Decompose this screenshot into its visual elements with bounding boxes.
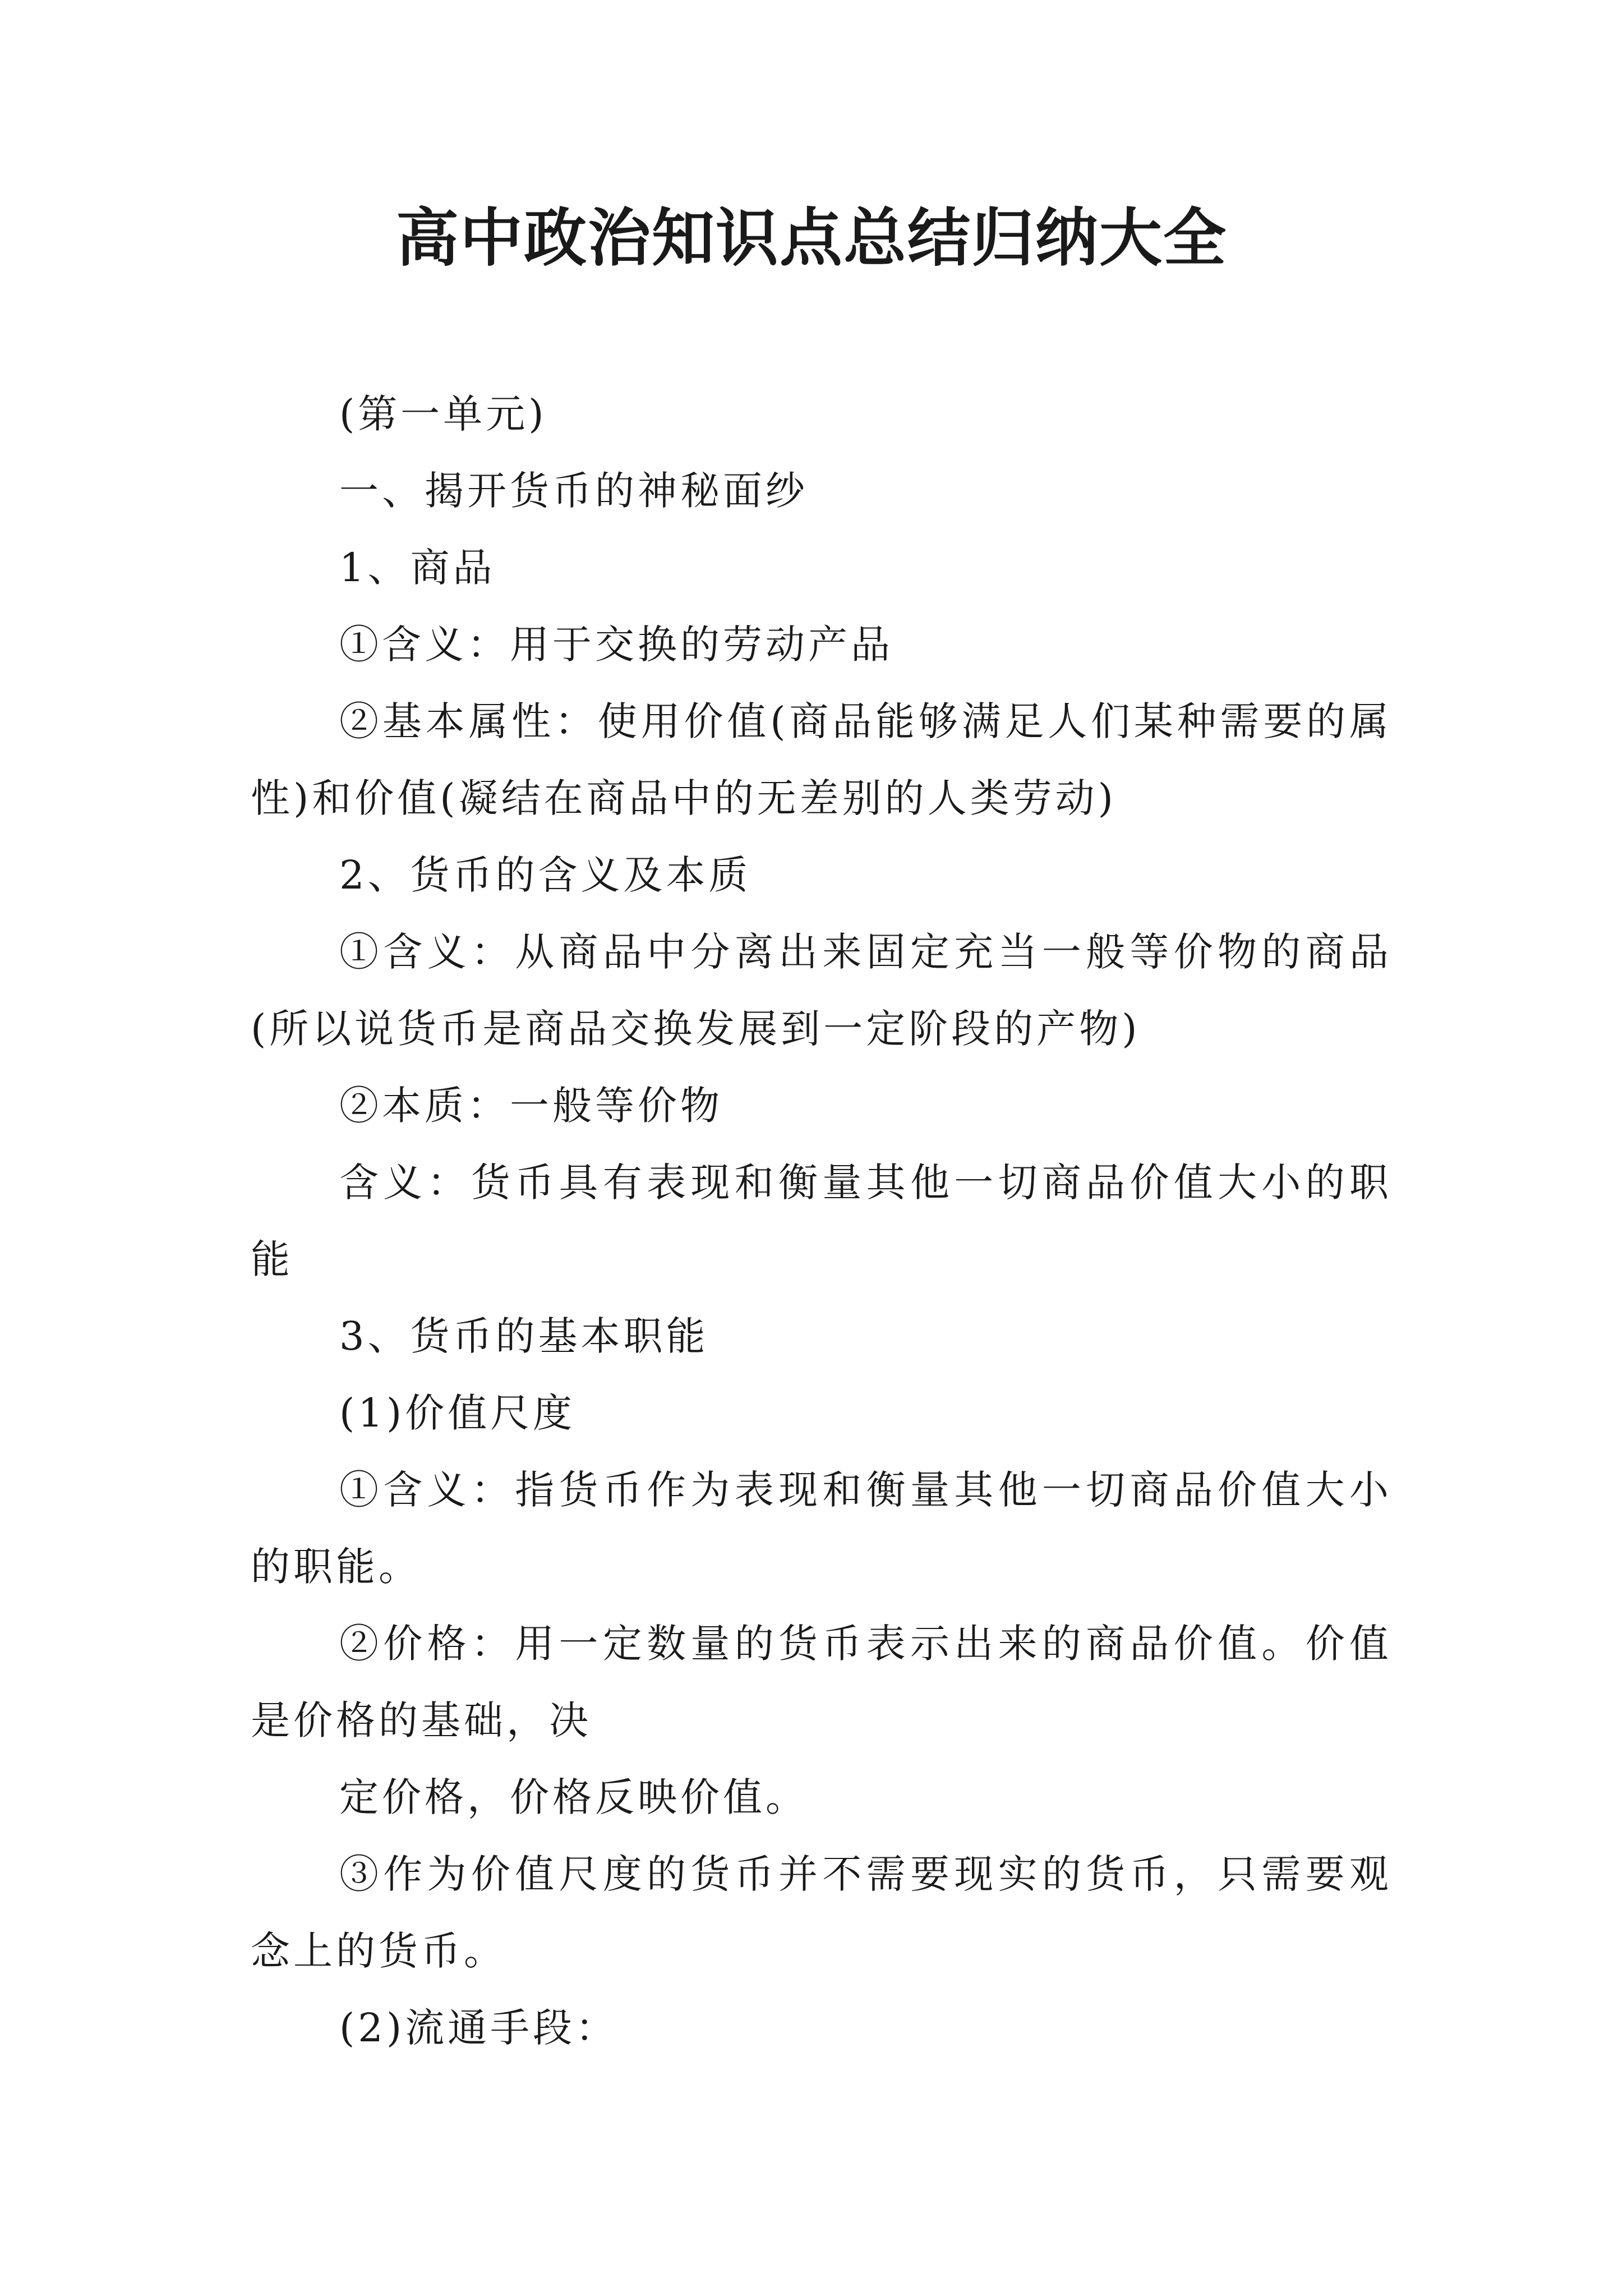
- paragraph-circulation-means: (2)流通手段：: [339, 2005, 619, 2051]
- paragraph-essence-definition: 含义：货币具有表现和衡量其他一切商品价值大小的职能: [251, 1159, 1392, 1282]
- paragraph-ideal-currency: ③作为价值尺度的货币并不需要现实的货币，只需要观念上的货币。: [251, 1851, 1392, 1974]
- document-body: [251, 376, 1392, 2067]
- paragraph-item-currency: 2、货币的含义及本质: [339, 852, 751, 898]
- paragraph-value-measure: (1)价值尺度: [339, 1390, 576, 1436]
- paragraph-unit-heading: (第一单元): [339, 391, 547, 437]
- paragraph-currency-essence: ②本质：一般等价物: [339, 1083, 723, 1129]
- paragraph-section-heading: 一、揭开货币的神秘面纱: [339, 468, 808, 514]
- paragraph-price: ②价格：用一定数量的货币表示出来的商品价值。价值是价格的基础，决: [251, 1621, 1392, 1743]
- document-title: 高中政治知识点总结归纳大全: [396, 201, 1227, 275]
- paragraph-commodity-definition: ①含义：用于交换的劳动产品: [339, 622, 893, 668]
- paragraph-commodity-attributes: ②基本属性：使用价值(商品能够满足人们某种需要的属性)和价值(凝结在商品中的无差别的人类劳动): [251, 698, 1392, 821]
- paragraph-item-commodity: 1、商品: [339, 545, 496, 591]
- paragraph-value-measure-definition: ①含义：指货币作为表现和衡量其他一切商品价值大小的职能。: [251, 1467, 1392, 1590]
- paragraph-currency-definition: ①含义：从商品中分离出来固定充当一般等价物的商品(所以说货币是商品交换发展到一定阶段的产物): [251, 929, 1392, 1052]
- paragraph-price-continued: 定价格，价格反映价值。: [339, 1774, 808, 1820]
- paragraph-item-functions: 3、货币的基本职能: [339, 1313, 709, 1359]
